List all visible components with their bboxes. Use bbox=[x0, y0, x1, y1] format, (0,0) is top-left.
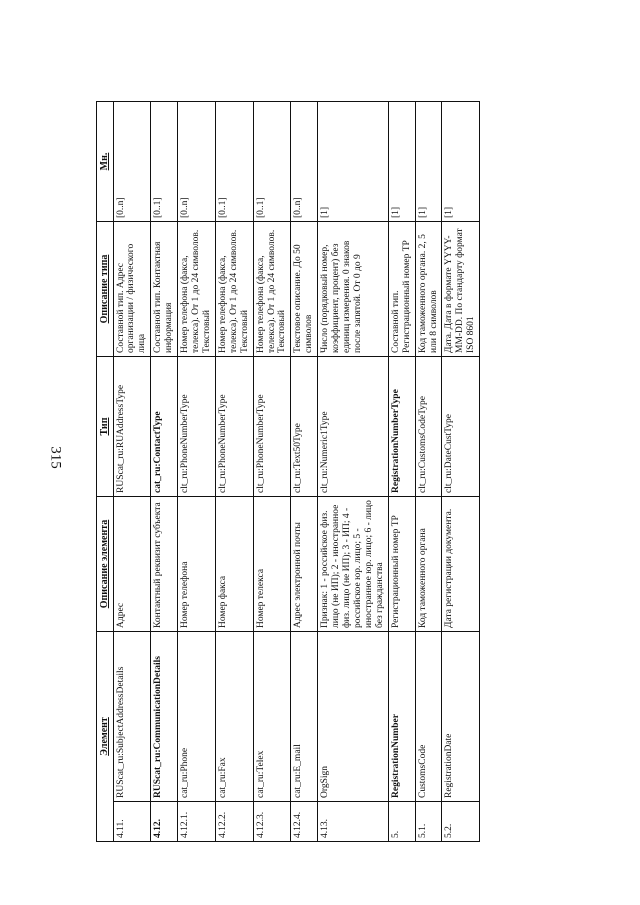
row-description: Номер телекса bbox=[253, 497, 291, 632]
row-type: clt_ru:PhoneNumberType bbox=[253, 357, 291, 497]
row-type: clt_ru:PhoneNumberType bbox=[215, 357, 253, 497]
table-row bbox=[178, 102, 216, 842]
row-element: cat_ru:Fax bbox=[215, 632, 253, 802]
table-row bbox=[151, 102, 178, 842]
row-multiplicity: [0..1] bbox=[151, 102, 178, 222]
row-description: Регистрационный номер ТР bbox=[388, 497, 415, 632]
row-type: clt_ru:CustomsCodeType bbox=[415, 357, 442, 497]
row-number: 4.12.3. bbox=[253, 802, 291, 842]
row-multiplicity: [0..n] bbox=[291, 102, 318, 222]
table-row bbox=[291, 102, 318, 842]
elements-table bbox=[96, 101, 480, 842]
row-type-description: Номер телефона (факса, телекса). От 1 до 24 символов. Текстовый bbox=[178, 222, 216, 357]
row-multiplicity: [0..1] bbox=[253, 102, 291, 222]
row-number: 4.12.1. bbox=[178, 802, 216, 842]
row-type-description: Составной тип. Адрес организации / физического лица bbox=[113, 222, 151, 357]
table-row bbox=[113, 102, 151, 842]
row-type-description: Дата. Дата в формате YYYY-MM-DD. По стандарту формат ISO 8601 bbox=[442, 222, 480, 357]
row-element: cat_ru:Phone bbox=[178, 632, 216, 802]
header-type: Тип bbox=[97, 357, 114, 497]
row-number: 4.12.4. bbox=[291, 802, 318, 842]
row-type-description: Номер телефона (факса, телекса). От 1 до 24 символов. Текстовый bbox=[253, 222, 291, 357]
row-type: cat_ru:ContactType bbox=[151, 357, 178, 497]
row-description: Дата регистрации документа. bbox=[442, 497, 480, 632]
row-element: RegistrationDate bbox=[442, 632, 480, 802]
table-row bbox=[388, 102, 415, 842]
table-row bbox=[318, 102, 389, 842]
row-number: 4.12. bbox=[151, 802, 178, 842]
table-row bbox=[215, 102, 253, 842]
row-element: RUScat_ru:SubjectAddressDetails bbox=[113, 632, 151, 802]
rotated-table-container bbox=[96, 102, 496, 842]
row-element: cat_ru:Telex bbox=[253, 632, 291, 802]
row-number: 5.1. bbox=[415, 802, 442, 842]
header-type-description: Описание типа bbox=[97, 222, 114, 357]
row-element: cat_ru:E_mail bbox=[291, 632, 318, 802]
row-type-description: Код таможенного органа. 2, 5 или 8 символов bbox=[415, 222, 442, 357]
row-multiplicity: [1] bbox=[318, 102, 389, 222]
table-row bbox=[415, 102, 442, 842]
row-multiplicity: [1] bbox=[388, 102, 415, 222]
row-element: CustomsCode bbox=[415, 632, 442, 802]
table-row bbox=[442, 102, 480, 842]
row-number: 4.13. bbox=[318, 802, 389, 842]
row-type: clt_ru:PhoneNumberType bbox=[178, 357, 216, 497]
row-description: Адрес электронной почты bbox=[291, 497, 318, 632]
row-number: 4.12.2. bbox=[215, 802, 253, 842]
header-description: Описание элемента bbox=[97, 497, 114, 632]
row-type: clt_ru:DateCustType bbox=[442, 357, 480, 497]
row-multiplicity: [0..1] bbox=[215, 102, 253, 222]
table-row bbox=[253, 102, 291, 842]
row-type-description: Число (порядковый номер, коэффициент, процент) без единиц измерения. 0 знаков после запятой. От 0 до 9 bbox=[318, 222, 389, 357]
row-number: 4.11. bbox=[113, 802, 151, 842]
row-number: 5.2. bbox=[442, 802, 480, 842]
row-type-description: Составной тип. Регистрационный номер ТР bbox=[388, 222, 415, 357]
row-description: Код таможенного органа bbox=[415, 497, 442, 632]
row-multiplicity: [0..n] bbox=[178, 102, 216, 222]
row-type: RegistrationNumberType bbox=[388, 357, 415, 497]
row-description: Номер телефона bbox=[178, 497, 216, 632]
row-type-description: Текстовое описание. До 50 символов bbox=[291, 222, 318, 357]
row-type: clt_ru:Text50Type bbox=[291, 357, 318, 497]
row-description: Контактный реквизит субъекта bbox=[151, 497, 178, 632]
row-description: Адрес bbox=[113, 497, 151, 632]
row-type: clt_ru:Numeric1Type bbox=[318, 357, 389, 497]
row-description: Номер факса bbox=[215, 497, 253, 632]
header-element: Элемент bbox=[97, 632, 114, 842]
row-element: OrgSign bbox=[318, 632, 389, 802]
row-multiplicity: [1] bbox=[442, 102, 480, 222]
header-multiplicity: Мн. bbox=[97, 102, 114, 222]
row-number: 5. bbox=[388, 802, 415, 842]
row-type-description: Номер телефона (факса, телекса). От 1 до 24 символов. Текстовый bbox=[215, 222, 253, 357]
page-number: 315 bbox=[47, 446, 64, 469]
row-element: RegistrationNumber bbox=[388, 632, 415, 802]
table-header-row bbox=[97, 102, 114, 842]
row-type-description: Составной тип. Контактная информация bbox=[151, 222, 178, 357]
row-multiplicity: [1] bbox=[415, 102, 442, 222]
row-element: RUScat_ru:CommunicationDetails bbox=[151, 632, 178, 802]
row-type: RUScat_ru:RUAddressType bbox=[113, 357, 151, 497]
row-multiplicity: [0..n] bbox=[113, 102, 151, 222]
row-description: Признак: 1 - российское физ. лицо (не ИП); 2 - иностранное физ. лицо (не ИП); 3 - ИП; 4 - российское юр. лицо; 5 - иностранное юр. лицо; 6 - лицо без гражданства bbox=[318, 497, 389, 632]
